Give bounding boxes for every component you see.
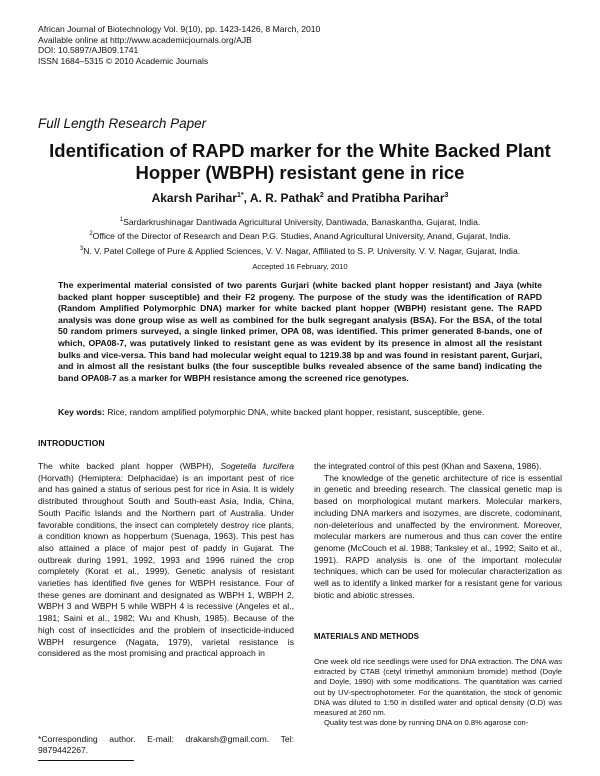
right-column: [314, 461, 562, 601]
introduction-heading: INTRODUCTION: [38, 438, 105, 448]
methods-text: [314, 657, 562, 728]
author-name: Akarsh Parihar: [151, 191, 237, 205]
intro-paragraph-cont: the integrated control of this pest (Khan and Saxena, 1986).: [314, 461, 542, 471]
doi: DOI: 10.5897/AJB09.1741: [38, 45, 139, 56]
author-sup: 1*: [236, 192, 244, 199]
paper-title: Identification of RAPD marker for the White Backed Plant Hopper (WBPH) resistant gene in rice: [49, 140, 551, 183]
accepted-date: Accepted 16 February, 2010: [252, 262, 348, 271]
footnote-rule: [38, 760, 134, 761]
author-sup: 2: [319, 192, 324, 199]
affiliation: $^3$N. V. Patel College of Pure & Applied Sciences, V. V. Nagar, Affiliated to S. P. University. V. V. Nagar, Gujarat, India.: [79, 245, 521, 256]
journal-citation: African Journal of Biotechnology Vol. 9(10), pp. 1423-1426, 8 March, 2010: [38, 24, 321, 34]
methods-heading: MATERIALS AND METHODS: [314, 632, 419, 641]
species-name: Sogetella furcifera: [220, 461, 294, 471]
keywords: [58, 407, 542, 419]
keywords-label: Key words:: [58, 407, 105, 417]
intro-paragraph: The knowledge of the genetic architecture of rice is essential in genetic and breeding research. The classical genetic map is based on morphological mutant markers. Molecular markers, including DNA markers and isozymes, are discrete, codominant, non-deleterious and unaffected by the environment. Moreover, molecular markers are numerous and thus can cover the entire genome (McCouch et al. 1988; Tanksley et al., 1992; Saito et al., 1991). RAPD analysis is one of the important molecular techniques, which can be used for molecular characterization as well as to identify a linked marker for a resistant gene for various biotic and abiotic stresses.: [314, 472, 562, 600]
journal-url[interactable]: Available online at http://www.academicjournals.org/AJB: [38, 34, 252, 45]
paper-type: Full Length Research Paper: [38, 116, 207, 131]
author-sup: 3: [444, 192, 449, 199]
intro-paragraph: The white backed plant hopper (WBPH), Sogetella furcifera (Horvath) (Hemiptera: Delphacidae) is an important pest of rice and has gained a status of serious pest for rice in Asia. It is widely distributed throughout South and South-east Asia, India, China, South Pacific Islands and the Northern part of Australia. Under favorable conditions, the insect can completely destroy rice plants, a condition known as hopperburn (Suenaga, 1963). This pest has also attained a place of major pest of paddy in Gujarat. The outbreak during 1991, 1992, 1993 and 1996 ruined the crop completely (Korat et al., 1999). Genetic analysis of resistant varieties has identified five genes for WBPH resistance. Four of these genes are dominant and designated as WBPH 1, WBPH 2, WBPH 3 and WBPH 5 while WBPH 4 is recessive (Angeles et al., 1981; Saini et al., 1982; Wu and Khush, 1985). Because of the high cost of insecticides and the problem of insecticide-induced WBPH resurgence (Nagata, 1979), varietal resistance is considered as the most promising and practical approach in: [38, 461, 294, 659]
keywords-text: Rice, random amplified polymorphic DNA, white backed plant hopper, resistant, susceptible, gene.: [104, 407, 485, 417]
corresponding-author-footnote: *Corresponding author. E-mail: drakarsh@gmail.com. Tel: 9879442267.: [38, 734, 294, 756]
methods-paragraph: Quality test was done by running DNA on 0.8% agarose con-: [324, 718, 529, 728]
affiliations: [38, 214, 562, 257]
author-name: Pratibha Parihar: [351, 191, 445, 205]
affiliation: $^1$Sardarkrushinagar Dantiwada Agricultural University, Dantiwada, Banaskantha, Gujarat, India.: [119, 216, 481, 227]
author-name: A. R. Pathak: [249, 191, 320, 205]
journal-header: [38, 24, 320, 66]
abstract: The experimental material consisted of two parents Gurjari (white backed plant hopper resistant) and Jaya (white backed plant hopper susceptible) and their F2 progeny. The purpose of the study was the identification of RAPD (Random Amplified Polymorphic DNA) marker for white backed plant hopper (WBPH) resistant gene. The RAPD analysis was done group wise as well as combined for the bulk segregant analysis (BSA). For the BSA, of the total 50 random primers surveyed, a single linked primer, OPA 08, was identified. This primer generated 8-bands, one of which, OPA08-7, was putatively linked to resistant gene as was evident by its presence in almost all the resistant bulks and vice-versa. This band had molecular weight equal to 1219.38 bp and was found in resistant parent, Gurjari, and in almost all the resistant bulks (the four susceptible bulks revealed absence of the same band) indicating the band OPA08-7 as a marker for WBPH resistance among the screened rice genotypes.: [58, 280, 542, 383]
issn: ISSN 1684–5315 © 2010 Academic Journals: [38, 55, 209, 66]
left-column: [38, 461, 294, 660]
author-list: Akarsh Parihar$^{1*}$, A. R. Pathak$^2$ and Pratibha Parihar$^3$: [151, 191, 449, 205]
affiliation: $^2$Office of the Director of Research and Dean P.G. Studies, Anand Agricultural University, Anand, Gujarat, India.: [89, 231, 511, 242]
methods-paragraph: One week old rice seedlings were used for DNA extraction. The DNA was extracted by CTAB (cetyl trimethyl ammonium bromide) method (Doyle and Doyle, 1990) with some modifications. The quantitation was carried out by UV-spectrophotometer. For the quantitation, the stock of genomic DNA was diluted to 1:50 in distilled water and optical density (O.D) was measured at 260 nm.: [314, 657, 562, 718]
